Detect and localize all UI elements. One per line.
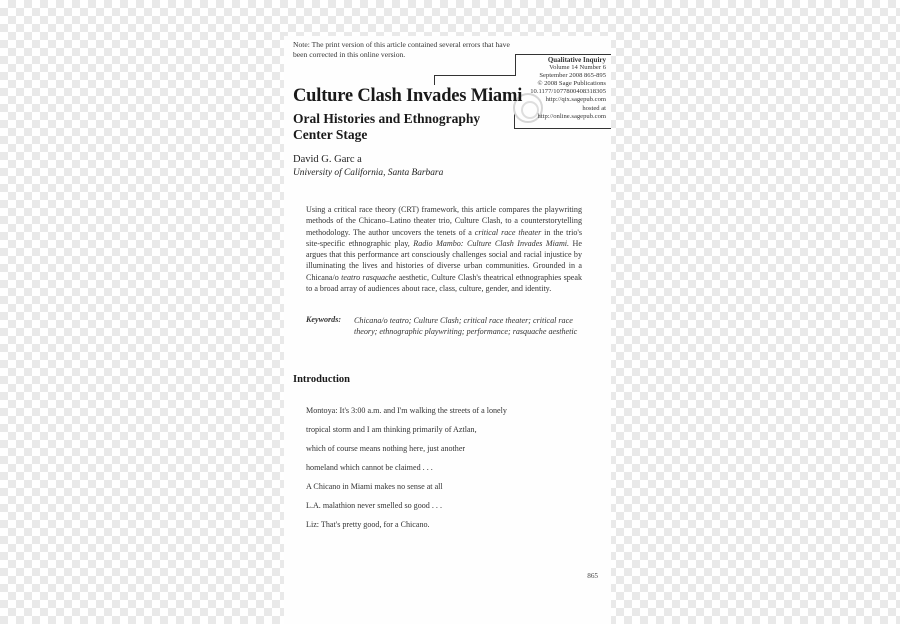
- abstract-emphasis: teatro rasquache: [341, 272, 397, 282]
- abstract-text: in the trio's site-specific ethnographic play,: [306, 227, 582, 248]
- section-heading: Introduction: [293, 374, 350, 385]
- journal-line: 10.1177/1077800408318305: [530, 88, 606, 96]
- header-rule: [434, 75, 516, 76]
- abstract-text: aesthetic, Culture Clash's theatrical ethnographies speak to a broad array of audiences about race, class, culture, gender, and identity.: [306, 272, 582, 294]
- verse-line: which of course means nothing here, just another: [306, 444, 466, 453]
- keywords-text: Chicana/o teatro; Culture Clash; critical race theater; critical race theory; ethnographic playwriting; performance; rasquache aesthetic: [354, 316, 578, 337]
- abstract-emphasis: Radio Mambo: Culture Clash Invades Miami.: [413, 238, 570, 248]
- journal-line: © 2008 Sage Publications: [537, 80, 606, 88]
- abstract-text: He argues that this performance art consciously challenges social and racial injustice by illuminating the lives and histories of diverse urban communities. Grounded in a Chicana/o: [306, 238, 582, 282]
- page-number: 865: [587, 572, 598, 580]
- verse-line: A Chicano in Miami makes no sense at all: [306, 482, 443, 491]
- header-rule: [434, 75, 435, 85]
- abstract-text: Using a critical race theory (CRT) framework, this article compares the playwriting methods of the Chicano–Latino theater trio, Culture Clash, to a counterstorytelling methodology. The author uncovers the tenets of a: [306, 205, 582, 237]
- journal-line: http://qix.sagepub.com: [545, 96, 606, 104]
- verse-line: Montoya: It's 3:00 a.m. and I'm walking the streets of a lonely: [306, 406, 507, 415]
- correction-note: Note: The print version of this article contained several errors that have been corrected in this online version.: [293, 40, 510, 59]
- journal-line: Volume 14 Number 6: [549, 64, 606, 72]
- verse-line: L.A. malathion never smelled so good . . .: [306, 501, 442, 510]
- article-subtitle: Oral Histories and Ethnography Center Stage: [293, 111, 481, 142]
- author-name: David G. Garc a: [293, 154, 362, 165]
- verse-line: tropical storm and I am thinking primarily of Aztlan,: [306, 425, 477, 434]
- article-title: Culture Clash Invades Miami: [293, 86, 523, 106]
- abstract: [306, 204, 582, 294]
- journal-line: http://online.sagepub.com: [537, 112, 606, 120]
- verse-line: homeland which cannot be claimed . . .: [306, 463, 433, 472]
- article-page: [284, 36, 611, 624]
- journal-line: hosted at: [582, 104, 606, 112]
- keywords-label: Keywords:: [306, 315, 342, 324]
- header-rule: [514, 128, 611, 129]
- header-rule: [515, 54, 611, 55]
- abstract-emphasis: critical race theater: [474, 227, 542, 237]
- journal-line: September 2008 865-895: [539, 72, 606, 80]
- verse-line: Liz: That's pretty good, for a Chicano.: [306, 520, 430, 529]
- author-affiliation: University of California, Santa Barbara: [293, 168, 444, 178]
- journal-name: Qualitative Inquiry: [547, 56, 606, 64]
